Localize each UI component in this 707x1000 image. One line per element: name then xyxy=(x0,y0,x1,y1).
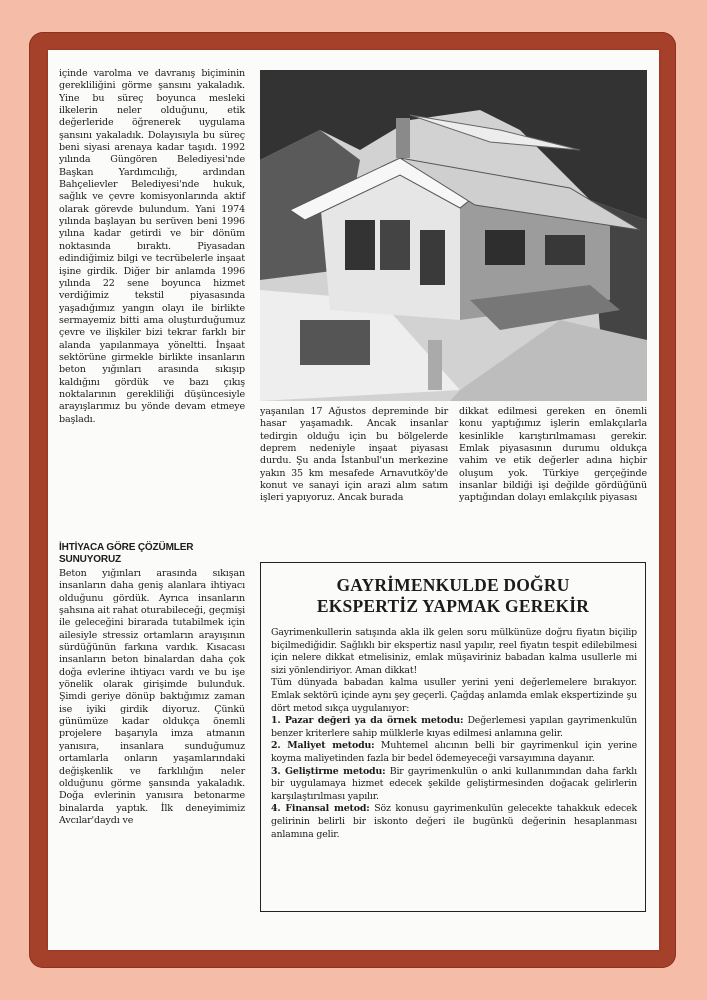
column-1-bottom xyxy=(59,542,245,827)
method-text: Bir gayrimenkulün o anki kullanımından daha farklı bir uygulamaya hizmet edecek şekilde geliştirmesinden doğacak gelirlerin karşılaştırılması yapılır. xyxy=(271,765,638,802)
info-box-title xyxy=(261,575,645,617)
house-photo-illustration xyxy=(260,70,647,401)
info-box-intro: Gayrimenkullerin satışında akla ilk gelen soru mülkünüze doğru fiyatın biçilip biçilmediğidir. Sağlıklı bir ekspertiz nasıl yapılır, reel fiyatın tespit edilebilmesi için nelere dikkat etmelisiniz, emlak müşaviriniz babadan kalma usullerle mi sizi yönlendiriyor. Aman dikkat! xyxy=(271,627,637,676)
method-text: Değerlemesi yapılan gayrimenkulün benzer kriterlere sahip mülklerle kıyas edilmesi anlamına gelir. xyxy=(271,715,637,739)
house-photo xyxy=(260,70,647,401)
section-subheading: İHTİYACA GÖRE ÇÖZÜMLER SUNUYORUZ xyxy=(59,542,194,565)
method-item xyxy=(271,715,637,740)
method-text: Söz konusu gayrimenkulün gelecekte tahakkuk edecek gelirinin belirli bir iskonto değeri ile bugünkü değerinin hesaplanması anlamına gelir. xyxy=(271,803,638,840)
method-item xyxy=(271,766,637,804)
column-3 xyxy=(459,406,647,505)
method-item xyxy=(271,740,637,765)
info-box-title-line-1: GAYRİMENKULDE DOĞRU xyxy=(336,575,570,595)
column-1-top xyxy=(59,68,245,426)
method-label: 3. Geliştirme metodu: xyxy=(271,765,386,777)
info-box-intro-2: Tüm dünyada babadan kalma usuller yerini yeni değerlemelere bırakıyor. Emlak sektörü içinde aynı şey geçerli. Çağdaş anlamda emlak ekspertizinde şu dört metod sıkça uygulanıyor: xyxy=(271,677,637,714)
column-1-bottom-text: Beton yığınları arasında sıkışan insanların daha geniş alanlara ihtiyacı olduğunu gördük. Ayrıca insanların şahsına ait rahat oturabileceği, geçmişi ile geleceğini birarada tutabilmek için ailesiyle stressiz ortamların arayışının sürdüğünün farkına vardık. Kısacası insanların beton binalardan daha çok doğa evlerine ihtiyacı vardı ve bu işe yönelik olarak girişimde bulunduk. Şimdi geriye dönüp baktığımız zaman ise iyiki girdik diyoruz. Çünkü günümüze kadar oldukça önemli projelere başarıyla imza atmanın yanısıra, insanlara sunduğumuz ortamlarla onların yaşamlarındaki değişkenlik ve farklılığın neler olduğunu görme şansında yakaladık. Doğa evlerinin yanısıra betonarme binalarda yaptık. İlk deneyimimiz Avcılar'daydı ve xyxy=(59,568,245,826)
method-label: 1. Pazar değeri ya da örnek metodu: xyxy=(271,715,464,727)
column-3-text: dikkat edilmesi gereken en önemli konu yaptığımız işlerin emlakçılarla kesinlikle karıştırılmaması gerekir. Emlak piyasasının durumu oldukça vahim ve etik değerler adına hiçbir oluşum yok. Türkiye gerçeğinde insanlar bildiği işi değilde gördüğünü yaptığından dolayı emlakçılık piyasası xyxy=(459,406,647,504)
method-label: 4. Finansal metod: xyxy=(271,803,370,815)
column-2-text: yaşanılan 17 Ağustos depreminde bir hasar yaşamadık. Ancak insanlar tedirgin olduğu için bu bölgelerde deprem nedeniyle inşaat piyasası durdu. Şu anda İstanbul'un merkezine yakın 35 km mesafede Arnavutköy'de konut ve sanayi için arazi alım satım işleri yapıyoruz. Ancak burada xyxy=(260,406,448,504)
info-box xyxy=(260,562,646,912)
magazine-page xyxy=(48,50,659,950)
info-box-title-line-2: EKSPERTİZ YAPMAK GEREKİR xyxy=(316,596,590,616)
method-text: Muhtemel alıcının belli bir gayrimenkul için yerine koyma maliyetinden fazla bir bedel ödemeyeceği varsayımına dayanır. xyxy=(271,740,637,764)
method-label: 2. Maliyet metodu: xyxy=(271,740,375,752)
method-item xyxy=(271,803,637,841)
column-2 xyxy=(260,406,448,505)
column-1-top-text: içinde varolma ve davranış biçiminin gerekliliğini görme şansını yakaladık. Yine bu süreç boyunca mesleki ilkelerin neler olduğunu, etik değerleride öğrenerek uygulama şansını yakaladık. Dolayısıyla bu süreç beni siyasi arenaya kadar taşıdı. 1992 yılında Güngören Belediyesi'nde Başkan Yardımcılığı, ardından Bahçelievler Belediyesi'nde hukuk, sağlık ve çevre komisyonlarında aktif olarak görevde bulundum. Yani 1974 yılında başlayan bu serüven beni 1996 yılına kadar getirdi ve bir dönüm noktasında bıraktı. Piyasadan edindiğimiz bilgi ve tecrübelerle inşaat işine girdik. Diğer bir anlamda 1996 yılında 22 sene boyunca hizmet verdiğimiz tekstil piyasasında yaşadığımız yangın olayı ile birlikte sermayemiz bitti ama oluşturduğumuz çevre ve ilişkiler bizi tekrar farklı bir alanda yapılanmaya yöneltti. İnşaat sektörüne girmekle birlikte insanların beton yığınları arasında sıkışıp kaldığını gördük ve bazı çıkış noktalarının gerekliliği düşüncesiyle arayışlarımız bu yönde devam etmeye başladı. xyxy=(59,68,245,425)
info-box-body xyxy=(271,627,637,841)
